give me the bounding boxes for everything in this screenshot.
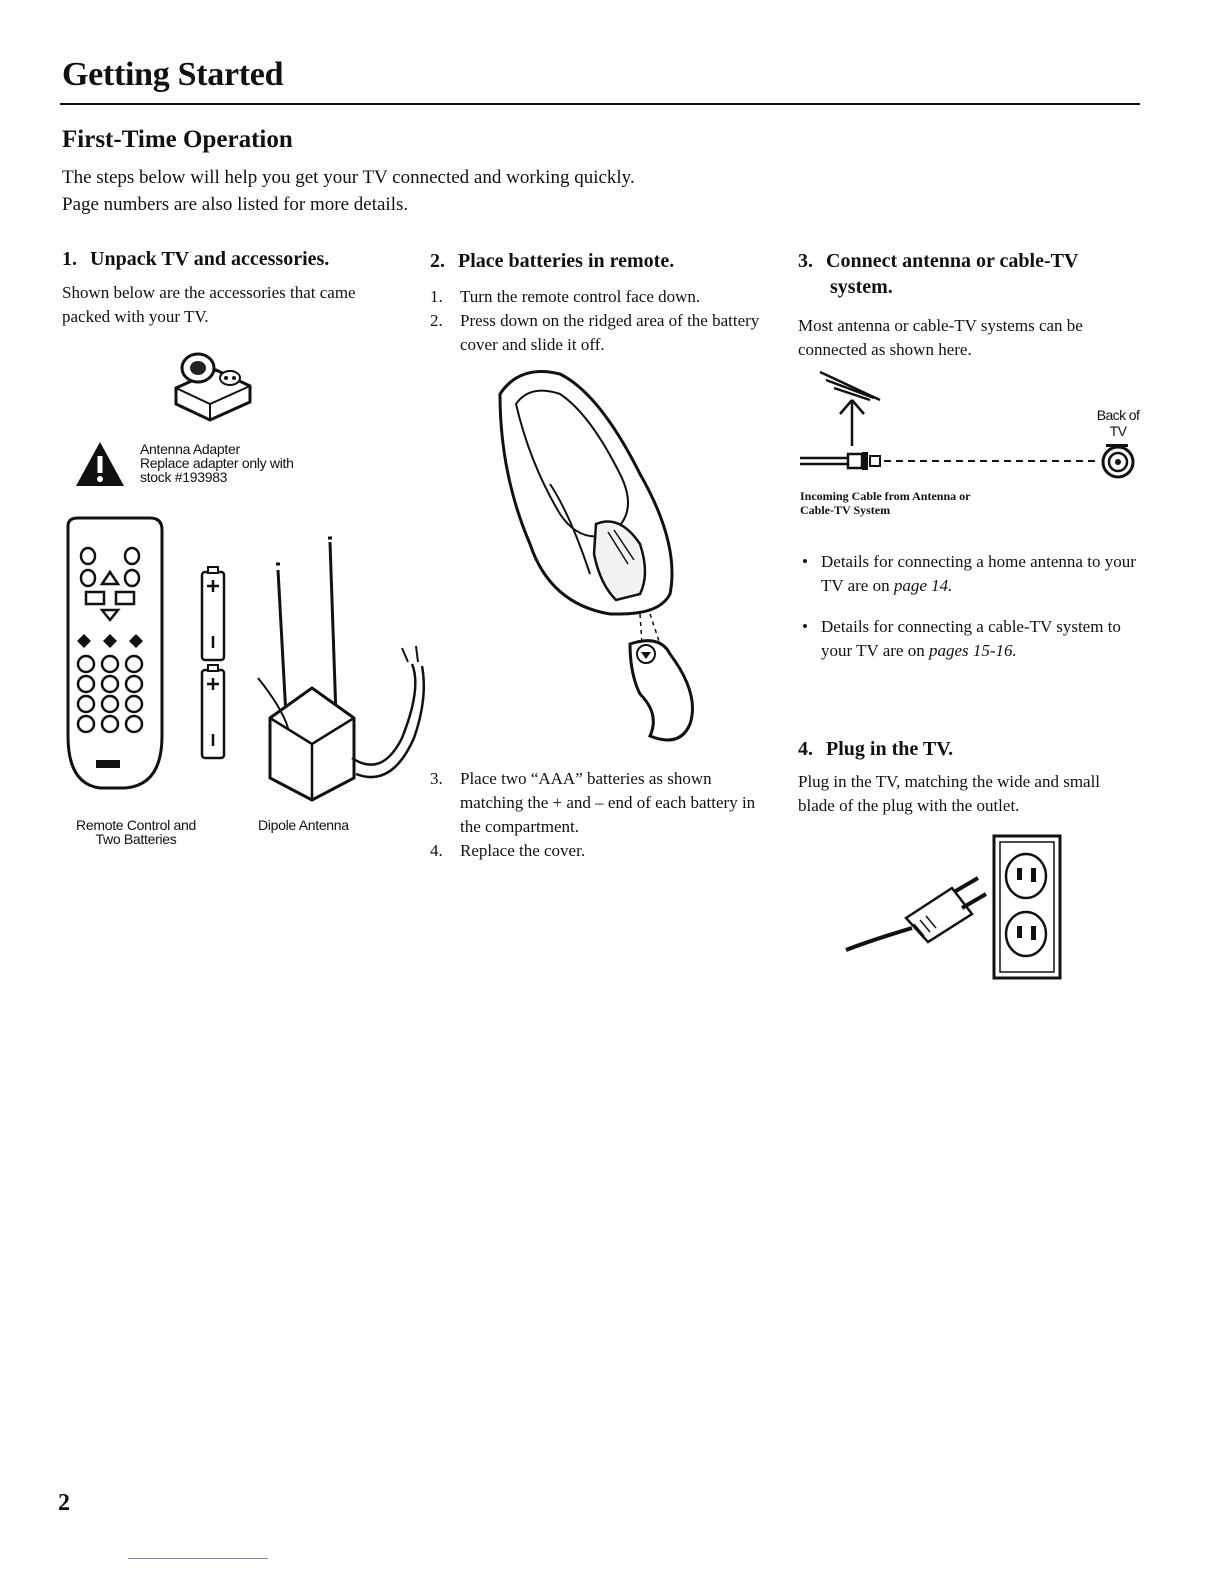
incoming-cable-caption xyxy=(800,489,1060,517)
list-item xyxy=(800,615,1140,663)
list-item-number: 1. xyxy=(430,287,443,306)
antenna-adapter-illustration xyxy=(168,348,258,424)
list-item-text: Replace the cover. xyxy=(460,841,586,860)
list-item-number: 4. xyxy=(430,841,443,860)
back-of-tv-line-2: TV xyxy=(1109,423,1127,439)
step4-text: Plug in the TV, matching the wide and small blade of the plug with the outlet. xyxy=(798,772,1101,815)
step2-heading xyxy=(430,248,770,274)
bullet-text: Details for connecting a home antenna to your TV are on xyxy=(821,552,1136,595)
remote-caption-line-2: Two Batteries xyxy=(95,831,177,847)
step3-heading-line-1: Connect antenna or cable-TV xyxy=(826,250,1079,272)
list-item-text: Press down on the ridged area of the battery cover and slide it off. xyxy=(460,311,760,354)
step3-heading xyxy=(798,248,1158,300)
bullet-icon: • xyxy=(802,617,808,636)
step3-number: 3. xyxy=(798,250,813,272)
list-item xyxy=(430,767,770,839)
list-item-number: 3. xyxy=(430,769,443,788)
step2-number: 2. xyxy=(430,250,445,272)
step3-bullets xyxy=(800,550,1140,680)
page-reference: page 14. xyxy=(893,576,953,595)
adapter-caption-line-1: Antenna Adapter xyxy=(140,441,240,457)
step4-heading xyxy=(798,736,1138,762)
step1-number: 1. xyxy=(62,248,77,270)
page-reference: pages 15-16. xyxy=(928,641,1017,660)
bottom-divider xyxy=(128,1558,268,1559)
step2-heading-text: Place batteries in remote. xyxy=(458,250,675,272)
list-item xyxy=(430,839,770,863)
step2-list-part1 xyxy=(430,285,770,357)
step1-heading-text: Unpack TV and accessories. xyxy=(90,248,330,270)
step1-text: Shown below are the accessories that came packed with your TV. xyxy=(62,283,356,326)
remote-battery-cover-illustration xyxy=(490,364,710,748)
step3-text: Most antenna or cable-TV systems can be connected as shown here. xyxy=(798,316,1083,359)
warning-icon xyxy=(74,440,126,488)
battery-icon xyxy=(200,664,226,760)
dipole-antenna-illustration xyxy=(252,538,432,802)
step4-heading-text: Plug in the TV. xyxy=(826,738,954,760)
back-of-tv-label xyxy=(1088,407,1148,439)
step4-number: 4. xyxy=(798,738,813,760)
list-item xyxy=(430,309,770,357)
list-item-text: Turn the remote control face down. xyxy=(460,287,701,306)
adapter-caption-line-3: stock #193983 xyxy=(140,469,228,485)
remote-caption-line-1: Remote Control and xyxy=(76,817,196,833)
bullet-icon: • xyxy=(802,552,808,571)
dipole-caption: Dipole Antenna xyxy=(258,817,349,833)
step1-heading xyxy=(62,246,402,272)
section-title: First-Time Operation xyxy=(62,126,293,153)
list-item-text: Place two “AAA” batteries as shown matching the + and – end of each battery in the compartment. xyxy=(460,769,756,836)
list-item-number: 2. xyxy=(430,311,443,330)
list-item xyxy=(430,285,770,309)
intro-line-2: Page numbers are also listed for more details. xyxy=(62,194,409,215)
page-title: Getting Started xyxy=(62,56,284,93)
bullet-text: Details for connecting a cable-TV system to your TV are on xyxy=(821,617,1121,660)
page-number: 2 xyxy=(58,1490,70,1516)
antenna-adapter-caption xyxy=(140,442,370,484)
title-divider xyxy=(60,103,1140,105)
adapter-caption-line-2: Replace adapter only with xyxy=(140,455,294,471)
remote-caption xyxy=(56,818,216,846)
remote-control-illustration xyxy=(64,516,166,792)
intro-text xyxy=(62,164,822,218)
plug-outlet-illustration xyxy=(842,832,1062,982)
cable-caption-line-1: Incoming Cable from Antenna or xyxy=(800,489,971,503)
back-of-tv-line-1: Back of xyxy=(1096,407,1140,423)
step2-list-part2 xyxy=(430,767,770,863)
step3-heading-line-2: system. xyxy=(830,276,893,298)
intro-line-1: The steps below will help you get your TV connected and working quickly. xyxy=(62,167,635,188)
cable-caption-line-2: Cable-TV System xyxy=(800,503,891,517)
battery-icon xyxy=(200,566,226,662)
list-item xyxy=(800,550,1140,598)
